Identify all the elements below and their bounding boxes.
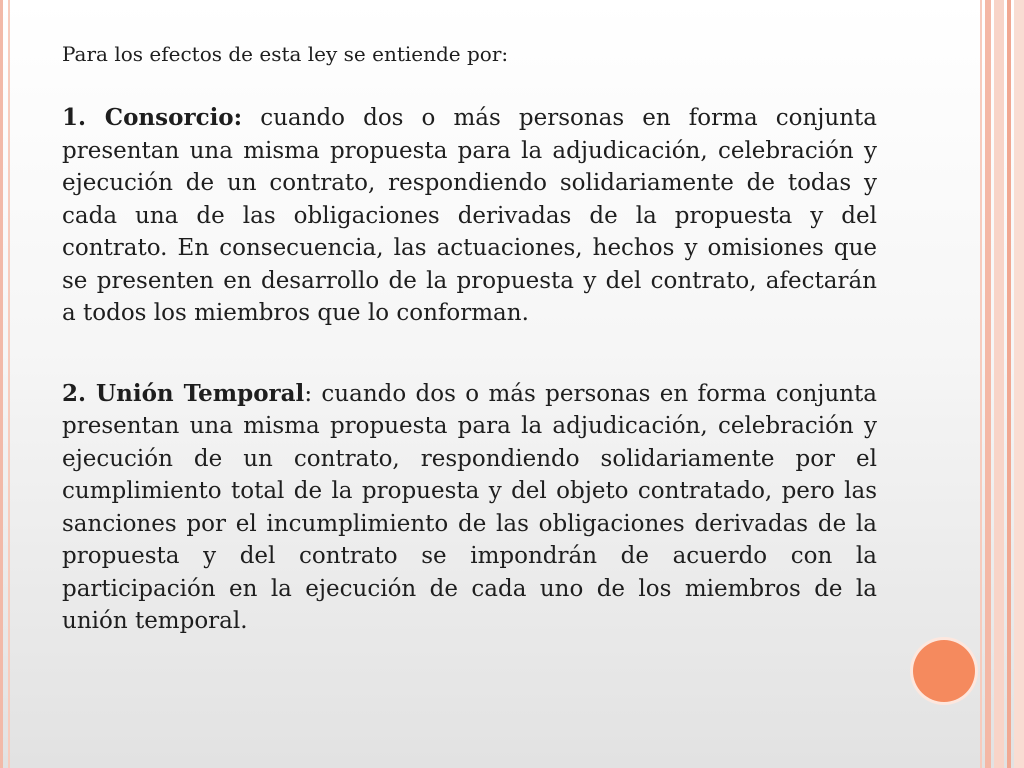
right-decorative-stripe <box>980 0 982 768</box>
right-decorative-stripe <box>985 0 991 768</box>
term-separator: : <box>304 380 313 407</box>
term-consorcio: 1. Consorcio: <box>62 104 243 131</box>
term-union-temporal: 2. Unión Temporal <box>62 379 305 407</box>
right-decorative-stripe <box>1014 0 1024 768</box>
definition-text-union-temporal: cuando dos o más personas en forma conjunta presentan una misma propuesta para la adjudicación, celebración y ejecución de un contrato, respondiendo solidariamente por el cumplimiento total de la propuesta y del objeto contratado, pero las sanciones por el incumplimiento de las obligaciones derivadas de la propuesta y del contrato se impondrán de acuerdo con la participación en la ejecución de cada uno de los miembros de la unión temporal. <box>62 380 878 634</box>
decorative-circle <box>913 640 975 702</box>
right-decorative-stripe <box>994 0 1004 768</box>
intro-text: Para los efectos de esta ley se entiende por: <box>62 42 509 66</box>
definition-text-consorcio: cuando dos o más personas en forma conjunta presentan una misma propuesta para la adjudicación, celebración y ejecución de un contrato, respondiendo solidariamente de todas y cada una de las obligaciones derivadas de la propuesta y del contrato. En consecuencia, las actuaciones, hechos y omisiones que se presenten en desarrollo de la propuesta y del contrato, afectarán a todos los miembros que lo conforman. <box>62 105 877 326</box>
left-border-stripe <box>0 0 3 768</box>
left-border-stripe-inner <box>8 0 10 768</box>
definition-union-temporal <box>62 378 877 638</box>
definition-consorcio <box>62 102 877 330</box>
right-decorative-stripe <box>1007 0 1011 768</box>
slide-content <box>62 40 877 686</box>
